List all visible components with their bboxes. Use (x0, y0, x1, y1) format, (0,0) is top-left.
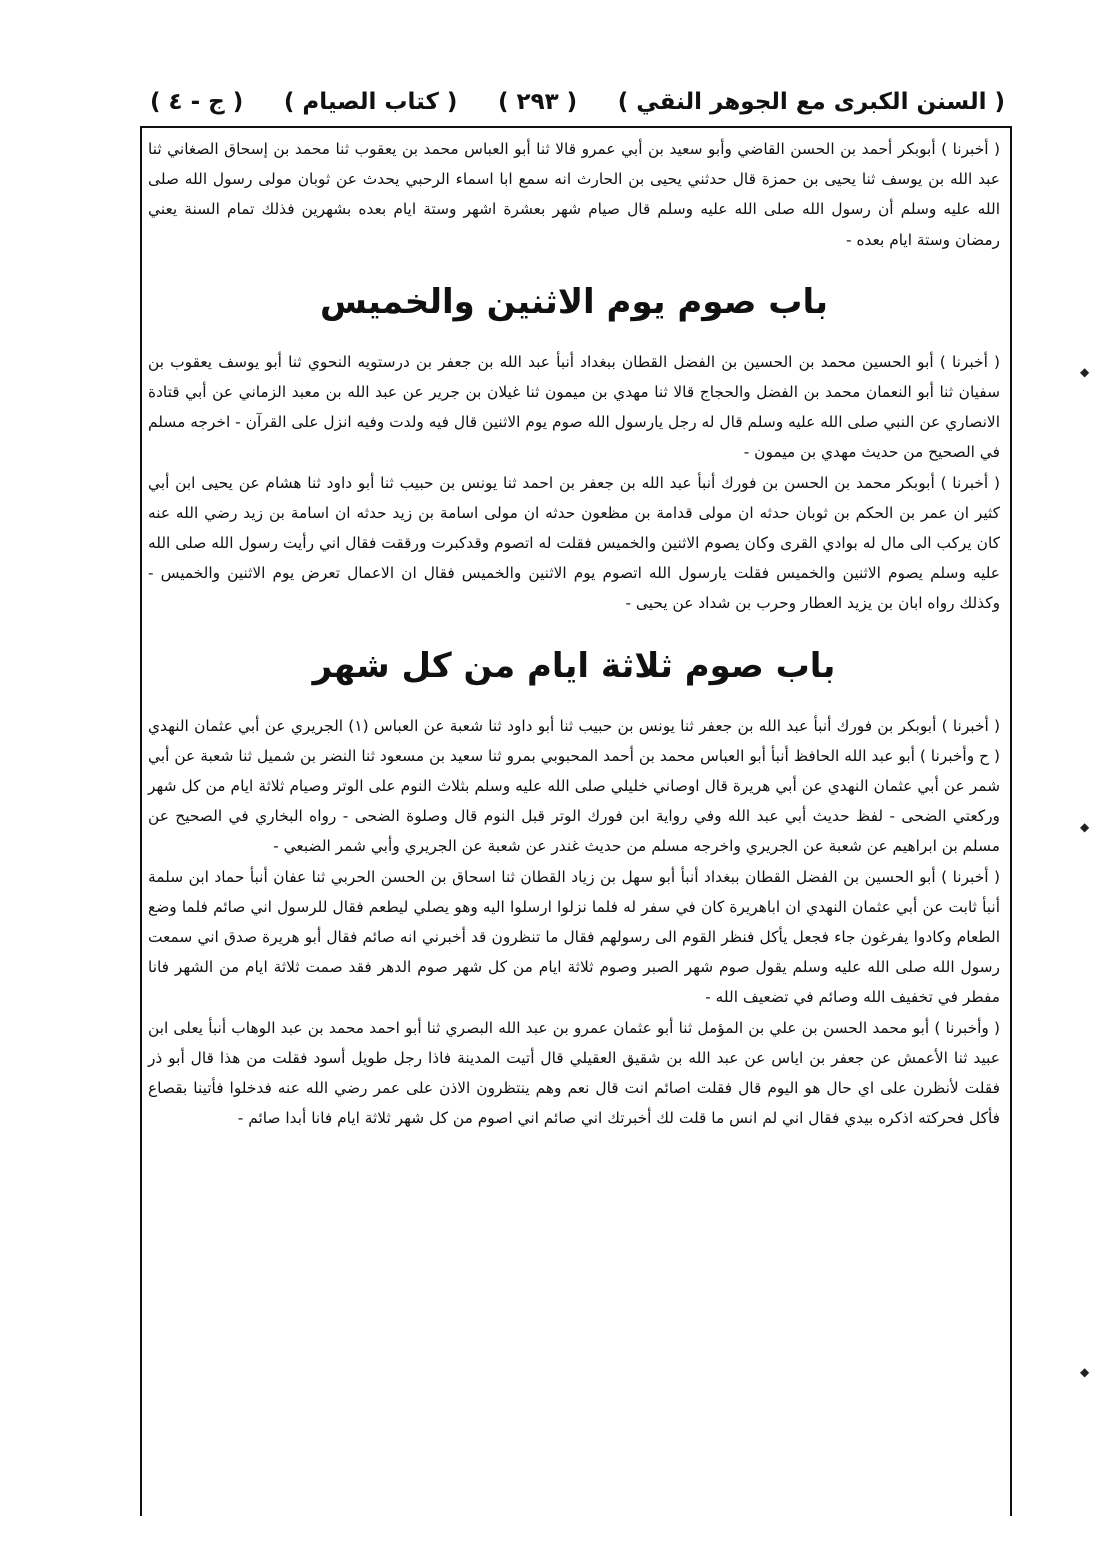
hadith-paragraph: ( أخبرنا ) أبوبكر محمد بن الحسن بن فورك أنبأ عبد الله بن جعفر بن احمد ثنا يونس بن حبيب ثنا أبو داود ثنا هشام عن يحيى ابن أبي كثير ان عمر بن الحكم بن ثوبان حدثه ان مولى قدامة بن مظعون حدثه ان مولى اسامة بن زيد حدثه ان اسامة بن زيد رضي الله عنه كان يركب الى مال له بوادي القرى وكان يصوم الاثنين والخميس فقلت له اتصوم وقدكبرت ورققت فقال اني رأيت رسول الله صلى الله عليه وسلم يصوم الاثنين والخميس فقلت يارسول الله اتصوم يوم الاثنين والخميس فقال ان الاعمال تعرض يوم الاثنين والخميس - وكذلك رواه ابان بن يزيد العطار وحرب بن شداد عن يحيى - (148, 473, 1000, 613)
page-number: ( ٢٩٣ ) (498, 89, 578, 115)
running-header (150, 82, 1005, 122)
chapter-heading: باب صوم يوم الاثنين والخميس (319, 281, 829, 322)
header-rule (140, 126, 1012, 128)
margin-mark: ◆ (1080, 820, 1090, 834)
right-column-rule (1010, 126, 1012, 1516)
hadith-paragraph: ( أخبرنا ) أبو الحسين محمد بن الحسين بن الفضل القطان ببغداد أنبأ عبد الله بن جعفر بن درستويه النحوي ثنا أبو يوسف يعقوب بن سفيان ثنا أبو النعمان محمد بن الفضل والحجاج قالا ثنا مهدي بن ميمون ثنا غيلان بن جرير عن عبد الله بن معبد الزماني عن أبي قتادة الانصاري عن النبي صلى الله عليه وسلم قال له رجل يارسول الله صوم يوم الاثنين قال فيه ولدت وفيه انزل على القرآن - اخرجه مسلم في الصحيح من حديث مهدي بن ميمون - (148, 352, 1000, 462)
hadith-paragraph: ( أخبرنا ) أبوبكر بن فورك أنبأ عبد الله بن جعفر ثنا يونس بن حبيب ثنا أبو داود ثنا شعبة عن العباس (١) الجريري عن أبي عثمان النهدي ( ح وأخبرنا ) أبو عبد الله الحافظ أنبأ أبو العباس محمد بن أحمد المحبوبي بمرو ثنا سعيد بن مسعود ثنا النضر بن شميل ثنا شعبة عن أبي شمر عن أبي عثمان النهدي عن أبي هريرة قال اوصاني خليلي صلى الله عليه وسلم بثلاث النوم على الوتر وصيام ثلاثة ايام من كل شهر وركعتي الضحى - لفظ حديث أبي عبد الله وفي رواية ابن فورك الوتر قبل النوم قال وصلوة الضحى - رواه البخاري في الصحيح عن مسلم بن ابراهيم عن شعبة عن الجريري واخرجه مسلم من حديث غندر عن شعبة عن الجريري وأبي شمر الضبعي - (148, 716, 1000, 856)
margin-mark: ◆ (1080, 365, 1090, 379)
section-title: ( كتاب الصيام ) (283, 89, 458, 115)
book-title: ( السنن الكبرى مع الجوهر النقي ) (617, 89, 1005, 115)
hadith-paragraph: ( وأخبرنا ) أبو محمد الحسن بن علي بن المؤمل ثنا أبو عثمان عمرو بن عبد الله البصري ثنا أبو احمد محمد بن عبد الوهاب أنبأ يعلى ابن عبيد ثنا الأعمش عن جعفر بن اياس عن عبد الله بن شقيق العقيلي قال أتيت المدينة فاذا رجل طويل أسود فقلت من هذا قال أبو ذر فقلت لأنظرن على اي حال هو اليوم قال فقلت اصائم انت قال نعم وهم ينتظرون الاذن على عمر رضي الله عنه فدخلوا فأتينا بقصاع فأكل فحركته اذكره بيدي فقال اني لم انس ما قلت لك أخبرتك اني صائم اني اصوم من كل شهر ثلاثة ايام فانا أبدا صائم - (148, 1018, 1000, 1128)
left-column-rule (140, 126, 142, 1516)
main-text (148, 134, 1000, 1133)
margin-mark: ◆ (1080, 1365, 1090, 1379)
hadith-paragraph: ( أخبرنا ) أبوبكر أحمد بن الحسن القاضي وأبو سعيد بن أبي عمرو قالا ثنا أبو العباس محمد بن يعقوب ثنا محمد بن إسحاق الصغاني ثنا عبد الله بن يوسف ثنا يحيى بن حمزة قال حدثني يحيى بن الحارث انه سمع ابا اسماء الرحبي يحدث عن ثوبان مولى رسول الله صلى الله عليه وسلم أن رسول الله صلى الله عليه وسلم قال صيام شهر بعشرة اشهر وستة ايام بعده بشهرين فذلك تمام السنة يعني رمضان وستة ايام بعده - (148, 140, 1000, 249)
hadith-paragraph: ( أخبرنا ) أبو الحسين بن الفضل القطان ببغداد أنبأ أبو سهل بن زياد القطان ثنا اسحاق بن الحسن الحربي ثنا عفان أنبأ حماد ابن سلمة أنبأ ثابت عن أبي عثمان النهدي ان اباهريرة كان في سفر له فلما نزلوا ارسلوا اليه وهو يصلي ليطعم فقال للرسول اني صائم فلما وضع الطعام وكادوا يفرغون جاء فجعل يأكل فنظر القوم الى رسولهم فقال ما تنظرون قد أخبرني انه صائم فقال أبو هريرة صدق اني سمعت رسول الله صلى الله عليه وسلم يقول صوم شهر الصبر وصوم ثلاثة ايام من كل شهر صوم الدهر فقد صمت ثلاثة ايام من الشهر فانا مفطر في تخفيف الله وصائم في تضعيف الله - (148, 867, 1000, 1007)
volume-number: ( ج - ٤ ) (150, 89, 244, 115)
chapter-heading: باب صوم ثلاثة ايام من كل شهر (312, 645, 836, 686)
